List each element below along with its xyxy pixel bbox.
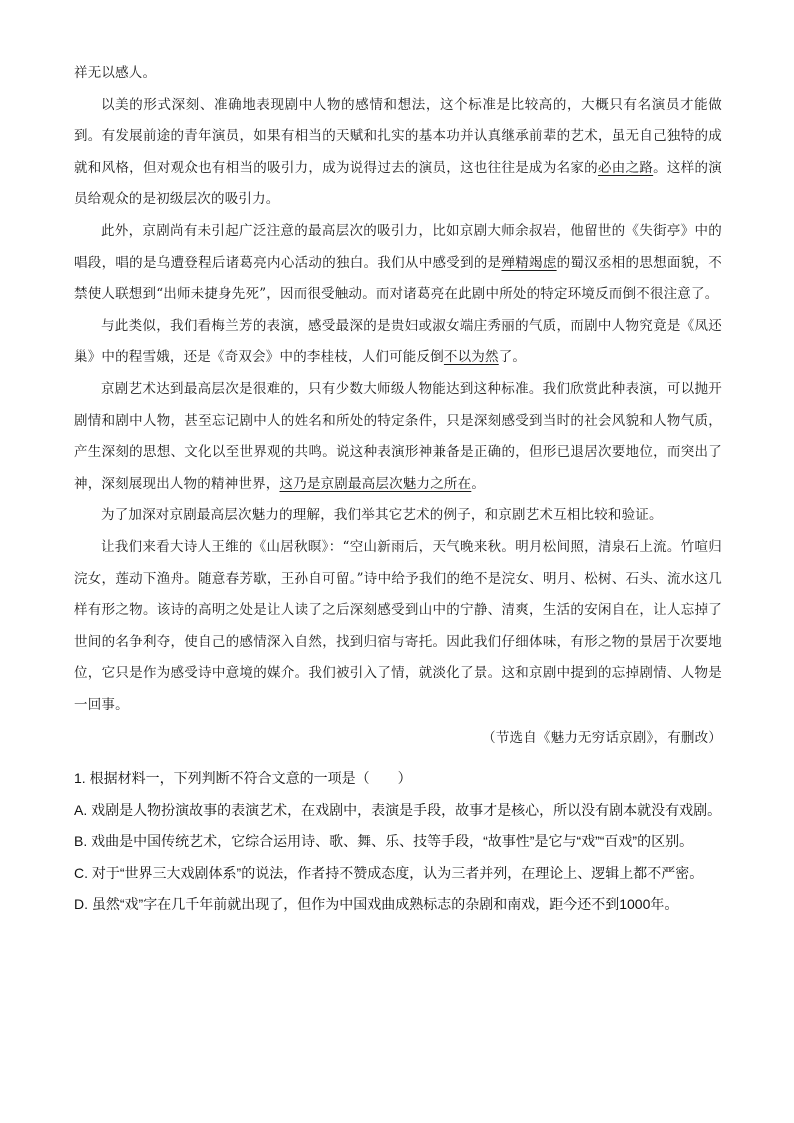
paragraph-3: 与此类似，我们看梅兰芳的表演，感受最深的是贵妇或淑女端庄秀丽的气质，而剧中人物究竟是《凤还巢》中的程雪娥，还是《奇双会》中的李桂枝，人们可能反倒不以为然了。 xyxy=(74,317,722,366)
question-block xyxy=(74,763,722,921)
underlined-phrase-2: 殚精竭虑 xyxy=(501,254,557,271)
document-page xyxy=(74,58,722,921)
paragraph-0: 祥无以感人。 xyxy=(74,65,157,81)
source-citation: （节选自《魅力无穷话京剧》，有删改） xyxy=(482,730,722,747)
paragraph-2: 此外，京剧尚有未引起广泛注意的最高层次的吸引力，比如京剧大师余叔岩，他留世的《失街亭》中的唱段，唱的是乌遭登程后诸葛亮内心活动的独白。我们从中感受到的是殚精竭虑的蜀汉丞相的思想面貌，不禁使人联想到“出师未捷身先死”，因而很受触动。而对诸葛亮在此剧中所处的特定环境反而倒不很注意了。 xyxy=(74,222,722,303)
option-b[interactable]: B. 戏曲是中国传统艺术，它综合运用诗、歌、舞、乐、技等手段，“故事性”是它与“戏”“百戏”的区别。 xyxy=(74,833,694,850)
article-body xyxy=(74,58,722,755)
paragraph-1: 以美的形式深刻、准确地表现剧中人物的感情和想法，这个标准是比较高的，大概只有名演员才能做到。有发展前途的青年演员，如果有相当的天赋和扎实的基本功并认真继承前辈的艺术，虽无自己独特的成就和风格，但对观众也有相当的吸引力，成为说得过去的演员，这也往往是成为名家的必由之路。这样的演员给观众的是初级层次的吸引力。 xyxy=(74,96,722,208)
option-a[interactable]: A. 戏剧是人物扮演故事的表演艺术，在戏剧中，表演是手段，故事才是核心，所以没有剧本就没有戏剧。 xyxy=(74,801,722,818)
underlined-phrase-1: 必由之路 xyxy=(597,159,654,176)
underlined-phrase-4: 这乃是京剧最高层次魅力之所在 xyxy=(279,475,472,492)
paragraph-6: 让我们来看大诗人王维的《山居秋暝》：“空山新雨后，天气晚来秋。明月松间照，清泉石上流。竹喧归浣女，莲动下渔舟。随意春芳歇，王孙自可留。”诗中给予我们的绝不是浣女、明月、松树、石头、流水这几样有形之物。该诗的高明之处是让人读了之后深刻感受到山中的宁静、清爽，生活的安闲自在，让人忘掉了世间的名争利夺，使自己的感情深入自然，找到归宿与寄托。因此我们仔细体味，有形之物的景居于次要地位，它只是作为感受诗中意境的媒介。我们被引入了情，就淡化了景。这和京剧中提到的忘掉剧情、人物是一回事。 xyxy=(74,538,722,713)
underlined-phrase-3: 不以为然 xyxy=(443,349,499,366)
question-stem: 1. 根据材料一，下列判断不符合文意的一项是（ ） xyxy=(74,770,412,787)
option-d[interactable]: D. 虽然“戏”字在几千年前就出现了，但作为中国戏曲成熟标志的杂剧和南戏，距今还不到1000年。 xyxy=(74,896,679,913)
paragraph-5: 为了加深对京剧最高层次魅力的理解，我们举其它艺术的例子，和京剧艺术互相比较和验证。 xyxy=(101,507,663,524)
option-c[interactable]: C. 对于“世界三大戏剧体系”的说法，作者持不赞成态度，认为三者并列，在理论上、逻辑上都不严密。 xyxy=(74,864,704,881)
paragraph-4: 京剧艺术达到最高层次是很难的，只有少数大师级人物能达到这种标准。我们欣赏此种表演，可以抛开剧情和剧中人物，甚至忘记剧中人的姓名和所处的特定条件，只是深刻感受到当时的社会风貌和人物气质，产生深刻的思想、文化以至世界观的共鸣。说这种表演形神兼备是正确的，但形已退居次要地位，而突出了神，深刻展现出人物的精神世界，这乃是京剧最高层次魅力之所在。 xyxy=(74,380,722,492)
